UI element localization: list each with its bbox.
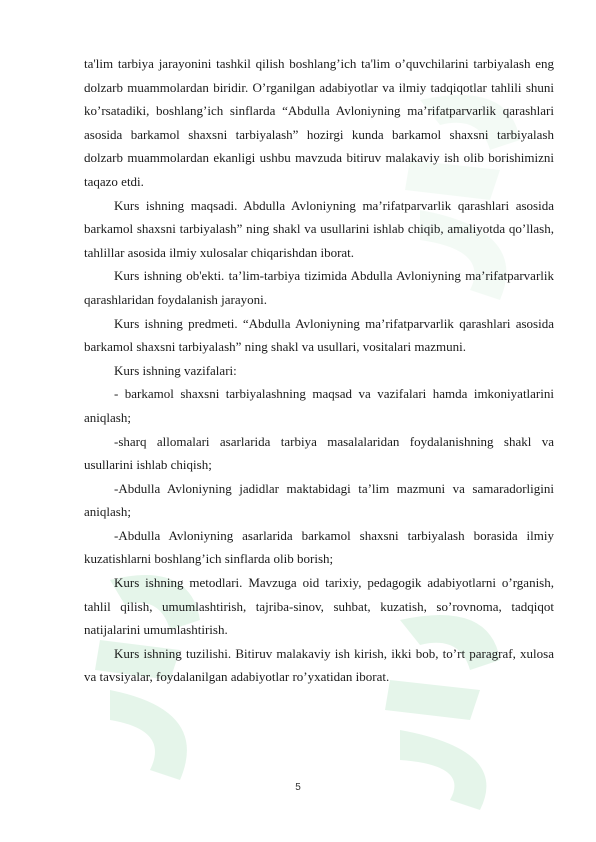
list-item: -sharq allomalari asarlarida tarbiya masalalaridan foydalanishning shakl va usullarini ishlab chiqish; [84,433,554,473]
list-item: -Abdulla Avloniyning jadidlar maktabidagi ta’lim mazmuni va samaradorligini aniqlash; [84,480,554,520]
paragraph-subject: Kurs ishning predmeti. “Abdulla Avloniyning ma’rifatparvarlik qarashlari asosida barkamol shaxsni tarbiyalash” ning shakl va usullari, vositalari mazmuni. [84,315,554,355]
page-number: 5 [295,782,301,793]
paragraph-goal: Kurs ishning maqsadi. Abdulla Avloniyning ma’rifatparvarlik qarashlari asosida barkamol shaxsni tarbiyalash” ning shakl va usullarini ishlab chiqib, amaliyotda qo’llash, tahlillar asosida ilmiy xulosalar chiqarishdan iborat. [84,197,554,260]
document-body [84,52,554,689]
paragraph-object: Kurs ishning ob'ekti. ta’lim-tarbiya tizimida Abdulla Avloniyning ma’rifatparvarlik qarashlaridan foydalanish jarayoni. [84,268,554,307]
paragraph-tasks-heading: Kurs ishning vazifalari: [114,362,237,378]
paragraph-structure: Kurs ishning tuzilishi. Bitiruv malakaviy ish kirish, ikki bob, to’rt paragraf, xulosa va tavsiyalar, foydalanilgan adabiyotlar ro’yxatidan iborat. [84,645,554,685]
list-item: - barkamol shaxsni tarbiyalashning maqsad va vazifalari hamda imkoniyatlarini aniqlash; [84,386,554,425]
list-item: -Abdulla Avloniyning asarlarida barkamol shaxsni tarbiyalash borasida ilmiy kuzatishlarni boshlang’ich sinflarda olib borish; [84,527,554,567]
paragraph-methods: Kurs ishning metodlari. Mavzuga oid tarixiy, pedagogik adabiyotlarni o’rganish, tahlil qilish, umumlashtirish, tajriba-sinov, suhbat, kuzatish, so’rovnoma, tadqiqot natijalarini umumlashtirish. [84,575,554,638]
paragraph-intro: ta'lim tarbiya jarayonini tashkil qilish boshlang’ich ta'lim o’quvchilarini tarbiyalash eng dolzarb muammolardan biridir. O’rganilgan adabiyotlar va ilmiy tadqiqotlar tahlili shuni ko’rsatadiki, boshlang’ich sinflarda “Abdulla Avloniyning ma’rifatparvarlik qarashlari asosida barkamol shaxsni tarbiyalash” hozirgi kunda barkamol shaxsni tarbiyalash dolzarb muammolardan ekanligi ushbu mavzuda bitiruv malakaviy ish olib borishimizni taqazo etdi. [84,56,554,189]
